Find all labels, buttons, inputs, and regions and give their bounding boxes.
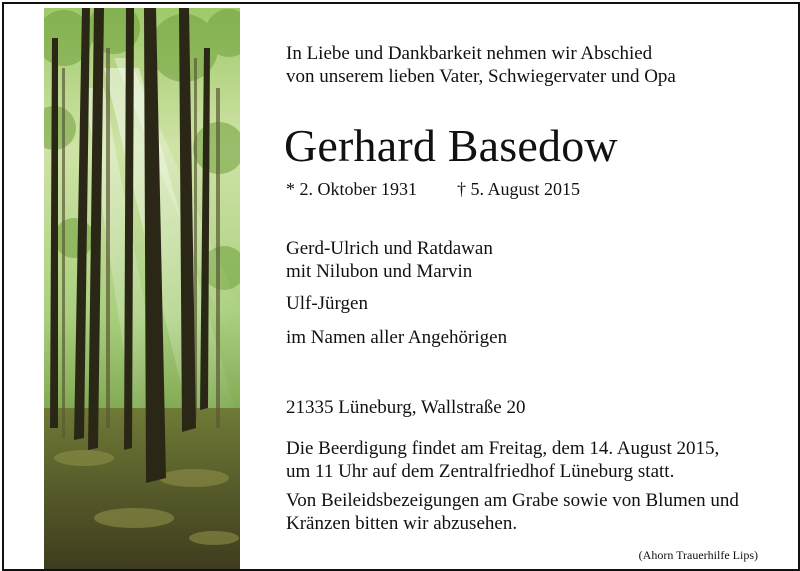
family-names bbox=[286, 237, 493, 283]
address: 21335 Lüneburg, Wallstraße 20 bbox=[286, 397, 526, 418]
funeral-line-2: um 11 Uhr auf dem Zentralfriedhof Lüneburg statt. bbox=[286, 461, 675, 482]
deceased-name: Gerhard Basedow bbox=[284, 120, 618, 171]
intro-line-1: In Liebe und Dankbarkeit nehmen wir Abschied bbox=[286, 43, 653, 64]
intro-text bbox=[286, 42, 676, 88]
intro-line-2: von unserem lieben Vater, Schwiegervater und Opa bbox=[286, 66, 676, 87]
funeral-home-credit: (Ahorn Trauerhilfe Lips) bbox=[638, 548, 758, 562]
birth-date: * 2. Oktober 1931 bbox=[286, 179, 417, 199]
family-line-4: im Namen aller Angehörigen bbox=[286, 327, 508, 348]
death-date: † 5. August 2015 bbox=[456, 179, 580, 199]
family-line-3: Ulf-Jürgen bbox=[286, 293, 368, 314]
funeral-line-1: Die Beerdigung findet am Freitag, dem 14. August 2015, bbox=[286, 438, 720, 459]
wishes-line-2: Kränzen bitten wir abzusehen. bbox=[286, 513, 518, 534]
wishes-line-1: Von Beileidsbezeigungen am Grabe sowie von Blumen und bbox=[286, 490, 739, 511]
obituary-frame bbox=[2, 2, 800, 571]
condolence-notice bbox=[286, 489, 739, 535]
family-line-1: Gerd-Ulrich und Ratdawan bbox=[286, 238, 493, 259]
forest-sunbeams-illustration bbox=[44, 8, 240, 569]
family-line-2: mit Nilubon und Marvin bbox=[286, 261, 473, 282]
funeral-notice bbox=[286, 437, 719, 483]
life-dates bbox=[286, 178, 580, 200]
